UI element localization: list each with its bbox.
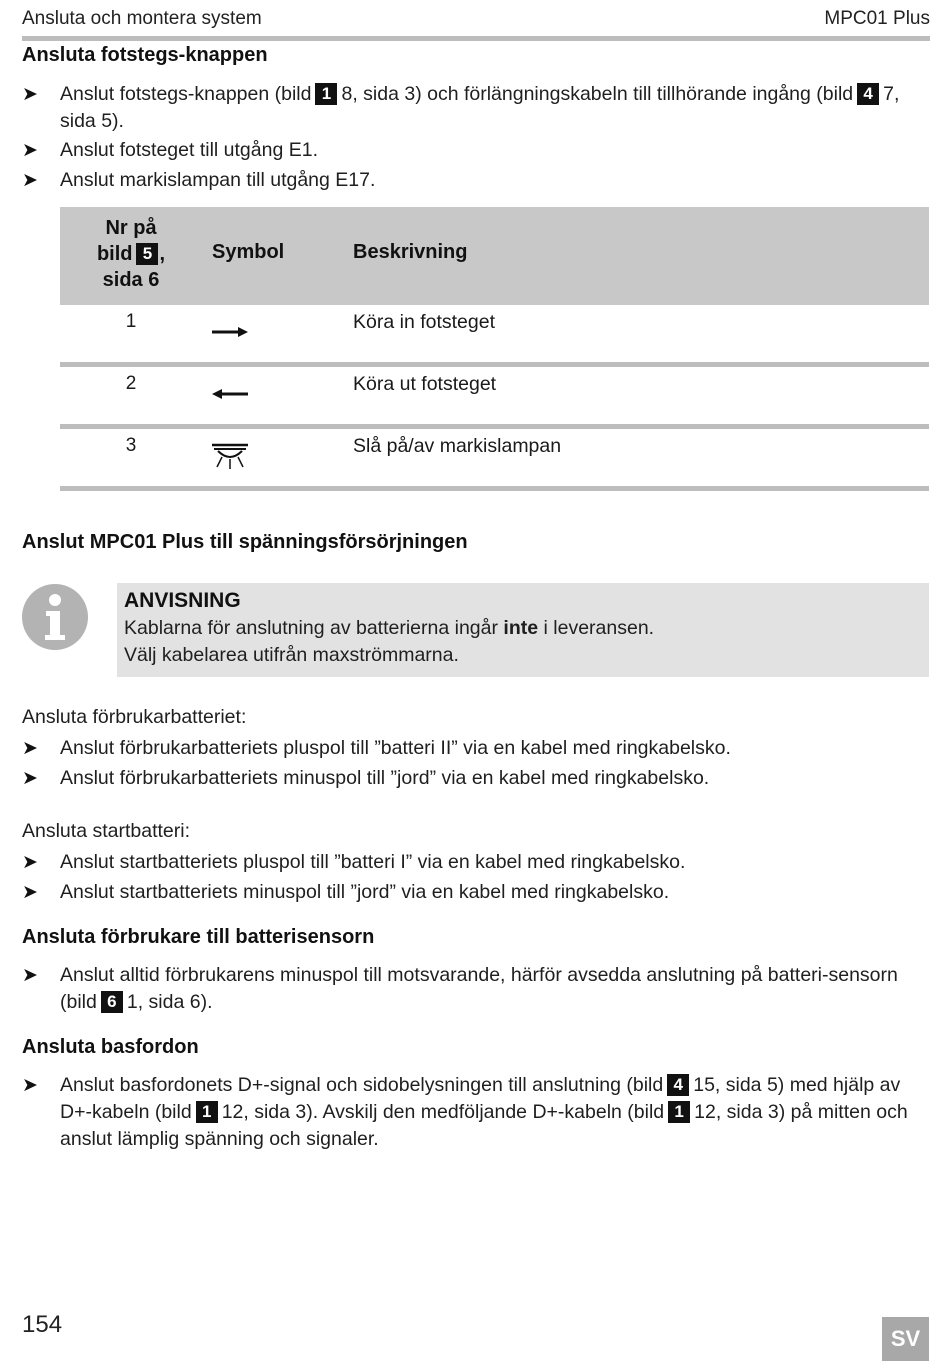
table-row xyxy=(60,305,929,367)
bullet-arrow-icon: ➤ xyxy=(22,852,38,873)
column-header-nr: Nr på bild 5 , sida 6 xyxy=(96,217,166,291)
notice-line: Kablarna för anslutning av batterierna ingår inte i leveransen. xyxy=(124,617,655,639)
bullet-arrow-icon: ➤ xyxy=(22,882,38,903)
bullet-item xyxy=(22,849,910,876)
column-header-description: Beskrivning xyxy=(353,241,468,263)
bullet-arrow-icon: ➤ xyxy=(22,965,38,986)
page-number: 154 xyxy=(22,1311,63,1338)
bullet-text: Anslut förbrukarbatteriets pluspol till ”batteri II” via en kabel med ringkabelsko. xyxy=(60,737,731,759)
notice-line: Välj kabelarea utifrån maxströmmarna. xyxy=(124,644,459,666)
bullet-item xyxy=(22,765,910,792)
figure-ref: 4 xyxy=(857,83,879,105)
intro-consumer-battery: Ansluta förbrukarbatteriet: xyxy=(22,706,247,728)
bullet-item xyxy=(22,137,910,164)
bullet-arrow-icon: ➤ xyxy=(22,84,38,105)
notice-title: ANVISNING xyxy=(124,589,241,612)
bullet-text: Anslut startbatteriets pluspol till ”batteri I” via en kabel med ringkabelsko. xyxy=(60,851,686,873)
arrow-left-icon xyxy=(210,379,250,409)
bullet-item xyxy=(22,81,910,135)
arrow-right-icon xyxy=(210,317,250,347)
row-description: Köra ut fotsteget xyxy=(353,373,497,395)
heading-power: Anslut MPC01 Plus till spänningsförsörjningen xyxy=(22,531,468,553)
figure-ref: 5 xyxy=(136,243,158,265)
bullet-arrow-icon: ➤ xyxy=(22,768,38,789)
bullet-text: Anslut markislampan till utgång E17. xyxy=(60,169,376,191)
table-row xyxy=(60,429,929,491)
bullet-text: Anslut basfordonets D+-signal och sidobelysningen till anslutning (bild 4 15, sida 5) med hjälp av D+-kabeln (bild 1 12, sida 3). Avskilj den medföljande D+-kabeln (bild 1 12, sida 3) på mitten och anslut lämplig spänning och signaler. xyxy=(60,1074,908,1150)
bullet-arrow-icon: ➤ xyxy=(22,738,38,759)
row-number: 1 xyxy=(125,311,137,332)
figure-ref: 1 xyxy=(668,1101,690,1123)
notice-box xyxy=(117,583,929,677)
heading-sensor: Ansluta förbrukare till batterisensorn xyxy=(22,926,375,948)
bullet-arrow-icon: ➤ xyxy=(22,1075,38,1096)
awning-lamp-icon xyxy=(210,441,250,471)
row-description: Köra in fotsteget xyxy=(353,311,496,333)
bullet-text: Anslut förbrukarbatteriets minuspol till ”jord” via en kabel med ringkabelsko. xyxy=(60,767,710,789)
heading-base-vehicle: Ansluta basfordon xyxy=(22,1036,199,1058)
bullet-item xyxy=(22,1072,910,1153)
figure-ref: 1 xyxy=(315,83,337,105)
bullet-text: Anslut startbatteriets minuspol till ”jord” via en kabel med ringkabelsko. xyxy=(60,881,670,903)
intro-starter-battery: Ansluta startbatteri: xyxy=(22,820,190,842)
bullet-arrow-icon: ➤ xyxy=(22,140,38,161)
heading-footstep: Ansluta fotstegs-knappen xyxy=(22,44,268,66)
figure-ref: 1 xyxy=(196,1101,218,1123)
footstep-table xyxy=(60,207,929,491)
table-header xyxy=(60,207,929,305)
info-icon xyxy=(21,583,89,651)
bullet-item xyxy=(22,735,910,762)
bullet-arrow-icon: ➤ xyxy=(22,170,38,191)
row-number: 2 xyxy=(125,373,137,394)
page-header-product: MPC01 Plus xyxy=(824,8,930,29)
bullet-item xyxy=(22,167,910,194)
bullet-text: Anslut fotstegs-knappen (bild 1 8, sida 3) och förlängningskabeln till tillhörande ingång (bild 4 7, sida 5). xyxy=(60,83,900,132)
row-number: 3 xyxy=(125,435,137,456)
table-row xyxy=(60,367,929,429)
column-header-symbol: Symbol xyxy=(212,241,285,263)
figure-ref: 4 xyxy=(667,1074,689,1096)
bullet-item xyxy=(22,962,910,1016)
figure-ref: 6 xyxy=(101,991,123,1013)
language-badge: SV xyxy=(882,1317,929,1361)
bullet-text: Anslut fotsteget till utgång E1. xyxy=(60,139,318,161)
row-description: Slå på/av markislampan xyxy=(353,435,562,457)
bullet-item xyxy=(22,879,910,906)
header-rule xyxy=(22,36,930,41)
page-header-section: Ansluta och montera system xyxy=(22,8,262,29)
bullet-text: Anslut alltid förbrukarens minuspol till motsvarande, härför avsedda anslutning på batteri-sensorn (bild 6 1, sida 6). xyxy=(60,964,898,1013)
